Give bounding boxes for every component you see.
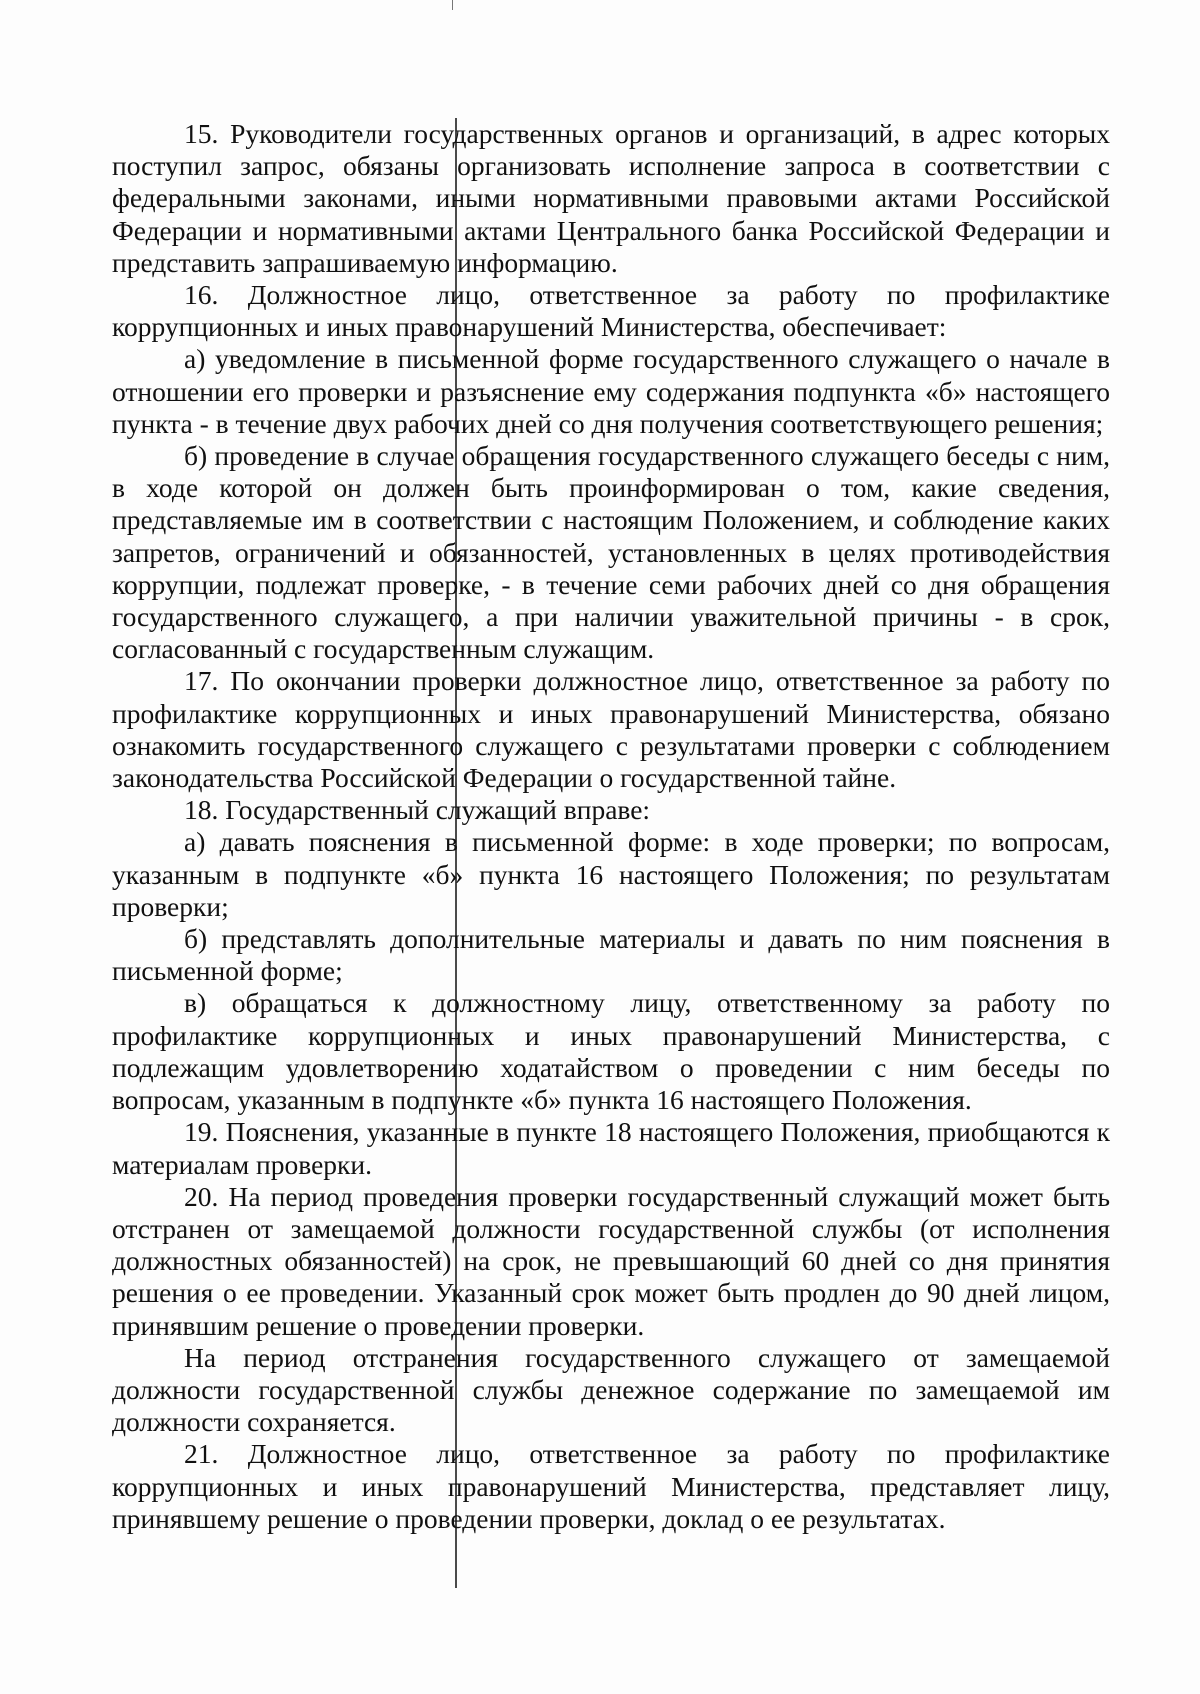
- paragraph-18-b: б) представлять дополнительные материалы и давать по ним пояснения в письменной форме;: [112, 923, 1110, 987]
- paragraph-19: 19. Пояснения, указанные в пункте 18 настоящего Положения, приобщаются к материалам проверки.: [112, 1116, 1110, 1180]
- paragraph-16-a: а) уведомление в письменной форме государственного служащего о начале в отношении его проверки и разъяснение ему содержания подпункта «б» настоящего пункта - в течение двух рабочих дней со дня получения соответствующего решения;: [112, 343, 1110, 439]
- paragraph-17: 17. По окончании проверки должностное лицо, ответственное за работу по профилактике коррупционных и иных правонарушений Министерства, обязано ознакомить государственного служащего с результатами проверки с соблюдением законодательства Российской Федерации о государственной тайне.: [112, 665, 1110, 794]
- paragraph-15: 15. Руководители государственных органов и организаций, в адрес которых поступил запрос, обязаны организовать исполнение запроса в соответствии с федеральными законами, иными нормативными правовыми актами Российской Федерации и нормативными актами Центрального банка Российской Федерации и представить запрашиваемую информацию.: [112, 118, 1110, 278]
- paragraph-18-v: в) обращаться к должностному лицу, ответственному за работу по профилактике коррупционных и иных правонарушений Министерства, с подлежащим удовлетворению ходатайством о проведении с ним беседы по вопросам, указанным в подпункте «б» пункта 16 настоящего Положения.: [112, 987, 1110, 1116]
- paragraph-20: 20. На период проведения проверки государственный служащий может быть отстранен от замещаемой должности государственной службы (от исполнения должностных обязанностей) на срок, не превышающий 60 дней со дня принятия решения о ее проведении. Указанный срок может быть продлен до 90 дней лицом, принявшим решение о проведении проверки.: [112, 1180, 1110, 1341]
- scan-artifact-tick: [452, 0, 453, 10]
- paragraph-18: 18. Государственный служащий вправе:: [184, 794, 651, 826]
- paragraph-16: 16. Должностное лицо, ответственное за работу по профилактике коррупционных и иных правонарушений Министерства, обеспечивает:: [112, 279, 1110, 343]
- paragraph-18-a: а) давать пояснения в письменной форме: в ходе проверки; по вопросам, указанным в подпункте «б» пункта 16 настоящего Положения; по результатам проверки;: [112, 826, 1110, 922]
- paragraph-20-continued: На период отстранения государственного служащего от замещаемой должности государственной службы денежное содержание по замещаемой им должности сохраняется.: [112, 1341, 1110, 1438]
- paragraph-16-b: б) проведение в случае обращения государственного служащего беседы с ним, в ходе которой он должен быть проинформирован о том, какие сведения, представляемые им в соответствии с настоящим Положением, и соблюдение каких запретов, ограничений и обязанностей, установленных в целях противодействия коррупции, подлежат проверке, - в течение семи рабочих дней со дня обращения государственного служащего, а при наличии уважительной причины - в срок, согласованный с государственным служащим.: [112, 440, 1110, 665]
- document-body: [112, 118, 1110, 1535]
- paragraph-21: 21. Должностное лицо, ответственное за работу по профилактике коррупционных и иных правонарушений Министерства, представляет лицу, принявшему решение о проведении проверки, доклад о ее результатах.: [112, 1438, 1110, 1534]
